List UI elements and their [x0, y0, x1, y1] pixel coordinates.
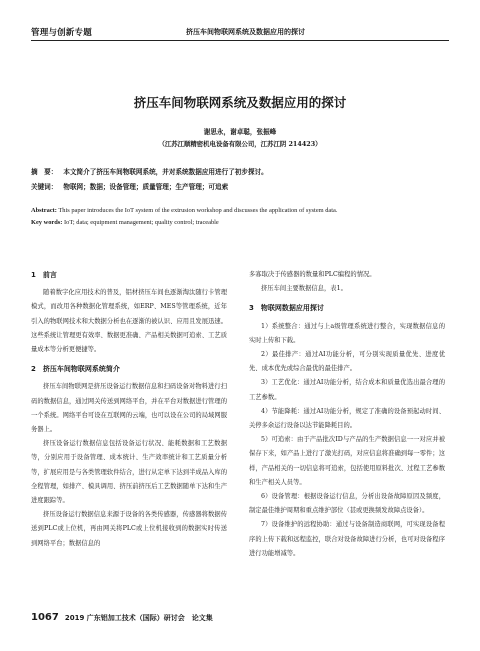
- authors: 谢思永，谢卓聪，张振峰: [203, 128, 277, 136]
- list-item: 1）系统整合：通过与上a级管理系统进行整合，实现数据信息的实时上传和下载。: [249, 322, 445, 344]
- abstract-cn-text: 本文简介了挤压车间物联网系统，并对系统数据应用进行了初步探讨。: [63, 168, 268, 176]
- abstract-cn: [31, 166, 451, 176]
- abstract-en-text: This paper introduces the IoT system of the extrusion workshop and discusses the application of system data.: [58, 207, 338, 214]
- keywords-cn: [31, 181, 451, 191]
- paragraph: 挤压车间主要数据信息，表1。: [261, 285, 347, 293]
- keywords-cn-label: 关键词：: [31, 183, 58, 191]
- abstract-en-label: Abstract:: [31, 207, 57, 214]
- page-footer: [31, 612, 213, 623]
- paragraph: 挤压车间物联网是挤压设备运行数据信息和扫码设备对物料进行扫码的数据信息，通过网关传送到网络平台，并在平台对数据进行管理的一个系统。网络平台可设在互联网的云端，也可以设在公司的局域网服务器上。: [31, 383, 227, 434]
- keywords-en: [31, 219, 451, 226]
- paragraph: 挤压设备运行数据信息包括设备运行状况、能耗数据和工艺数据等，分别应用于设备管理、成本统计、生产效率统计和工艺质量分析等，扩展应用是与各类管理软件结合，进行从定单下达到半成品入库的全程管理，如排产、模具调用、挤压前挤压后工艺数据随单下达和生产进度跟踪等。: [31, 440, 227, 505]
- list-item: 3）工艺优化：通过AI功能分析，结合成本和质量优选出最合理的工艺参数。: [249, 379, 445, 401]
- list-item: 5）可追索：由于产品批次ID与产品的生产数据信息一一对应并被保存下来，如产品上进行了激光打码，对应信息将准确到每一零件；这样，产品相关的一切信息将可追索，包括使用原料批次、过程工艺参数和生产相关人员等。: [249, 436, 445, 486]
- keywords-en-text: IoT; data; equipment management; quality control; traceable: [64, 219, 219, 226]
- footer-text: 2019 广东铝加工技术（国际）研讨会 论文集: [64, 614, 213, 622]
- page-number: 1067: [31, 612, 59, 623]
- keywords-cn-text: 物联网；数据；设备管理；质量管理；生产管理；可追索: [63, 183, 229, 191]
- paper-title: 挤压车间物联网系统及数据应用的探讨: [133, 95, 347, 110]
- abstract-cn-label: 摘 要：: [31, 168, 58, 176]
- keywords-en-label: Key words:: [31, 219, 63, 226]
- abstract-en: [31, 207, 451, 214]
- header-section: 管理与创新专题: [31, 28, 92, 38]
- section-heading-3: 3 物联网数据应用探讨: [249, 304, 324, 313]
- paragraph: 随着数字化应用技术的普及，铝材挤压车间也逐渐淘汰随行卡管理模式，而改用各种数据化管理系统，如ERP、MES等管理系统，近年引入的物联网技术和大数据分析也在逐渐的被认识、应用且发展迅速。这些系统让管理更有效率、数据更准确、产品相关数据可追索、工艺质量成本等分析更便捷等。: [31, 289, 227, 354]
- paragraph: 挤压设备运行数据信息来源于设备的各类传感器，传感器将数据传送到PLC或上位机，再由网关将PLC或上位机接收到的数据实时传送到网络平台；数据信息的: [31, 511, 227, 547]
- list-item: 6）设备管理：根据设备运行信息，分析出设备故障原因及频度，制定最佳维护周期和重点维护部位（甚或更换频发故障点设备）。: [249, 493, 445, 515]
- page-header: [0, 0, 480, 46]
- list-item: 7）设备维护的远程协助：通过与设备制造商联网，可实现设备程序的上传下载和远程监控，联合对设备故障进行分析，也可对设备程序进行功能增减等。: [249, 521, 445, 557]
- list-item: 2）最佳排产：通过AI功能分析，可分别实现质量优先、进度优先、成本优先或综合最优的最佳排产。: [249, 351, 445, 373]
- header-rule: [31, 40, 449, 41]
- list-item: 4）节能降耗：通过AI功能分析，规定了准确的设备预起动时间、关停多余运行设备以达节能降耗目的。: [249, 407, 445, 430]
- header-running-title: 挤压车间物联网系统及数据应用的探讨: [186, 28, 305, 36]
- section-heading-1: 1 前言: [31, 271, 57, 279]
- left-column: [31, 268, 227, 551]
- affiliation: （江苏江顺精密机电设备有限公司，江苏江阴 214423）: [158, 140, 322, 148]
- right-column: [249, 268, 445, 561]
- paragraph: 多寡取决于传感器的数量和PLC编程的情况。: [249, 271, 376, 278]
- section-heading-2: 2 挤压车间物联网系统简介: [31, 365, 120, 374]
